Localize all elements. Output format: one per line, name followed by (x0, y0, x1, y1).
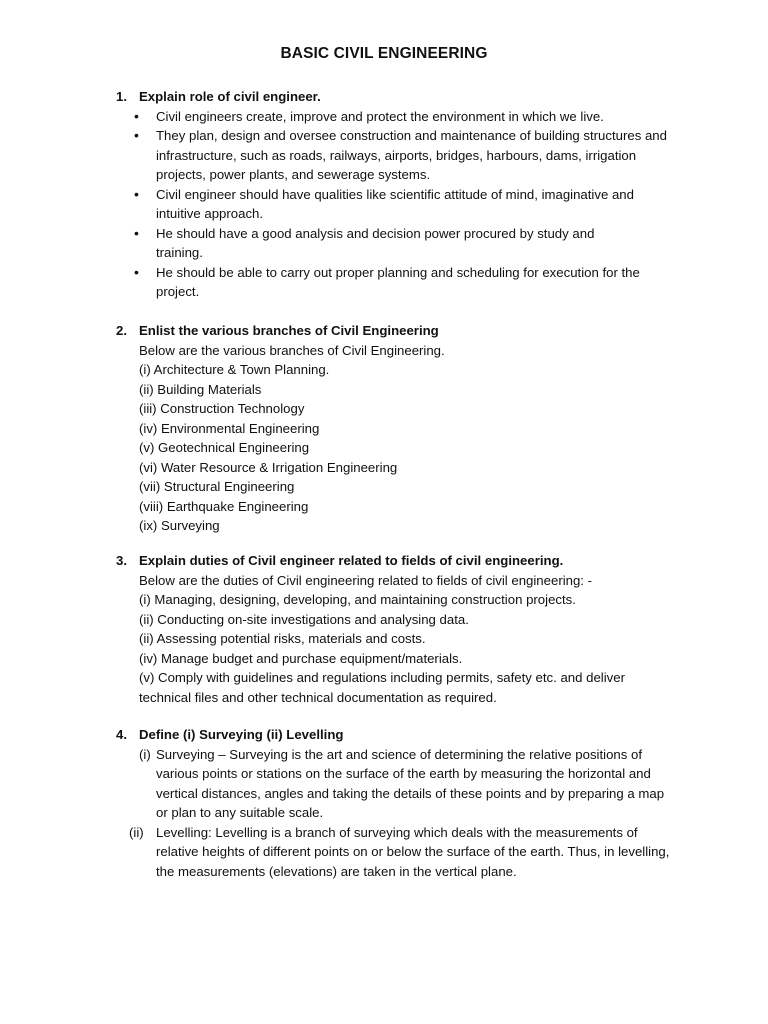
question-2-heading (116, 321, 696, 341)
branch-item: (vii) Structural Engineering (139, 479, 295, 494)
definition-text: Levelling: Levelling is a branch of surveying which deals with the measurements of relative heights of different points on or below the surface of the earth. Thus, in levelling, the measurements (elevations) are taken in the vertical plane. (156, 824, 670, 879)
duty-item: (v) Comply with guidelines and regulations including permits, safety etc. and deliver technical files and other technical documentation as required. (139, 670, 625, 705)
duty-item: (iv) Manage budget and purchase equipment/materials. (139, 650, 463, 666)
bullet-item: • Civil engineer should have qualities like scientific attitude of mind, imaginative and intuitive approach. (156, 185, 656, 224)
definition-label: (i) (139, 746, 151, 762)
question-3-heading (116, 551, 696, 571)
question-4-heading (116, 725, 696, 745)
duty-item: (ii) Assessing potential risks, materials and costs. (139, 631, 426, 646)
question-2-body (116, 341, 696, 536)
question-2-number: 2. (116, 323, 127, 338)
bullet-item: • Civil engineers create, improve and protect the environment in which we live. (156, 107, 696, 127)
question-1-text: Explain role of civil engineer. (139, 89, 321, 104)
definition-surveying (116, 745, 671, 823)
duty-item: (ii) Conducting on-site investigations and analysing data. (139, 611, 469, 627)
duty-item: (i) Managing, designing, developing, and maintaining construction projects. (139, 592, 576, 607)
document-title: BASIC CIVIL ENGINEERING (280, 45, 488, 62)
question-3-intro: Below are the duties of Civil engineering related to fields of civil engineering: - (139, 572, 593, 588)
question-3-body (116, 571, 696, 708)
branch-item: (vi) Water Resource & Irrigation Engineering (139, 459, 398, 475)
definition-label: (ii) (129, 824, 144, 840)
question-1-number: 1. (116, 89, 127, 104)
question-1-heading (116, 87, 696, 107)
bullet-item: • They plan, design and oversee construction and maintenance of building structures and infrastructure, such as roads, railways, airports, bridges, harbours, dams, irrigation projects, power plants, and sewerage systems. (156, 126, 671, 185)
question-4-number: 4. (116, 727, 127, 742)
definition-text: Surveying – Surveying is the art and science of determining the relative positions of various points or stations on the surface of the earth by measuring the horizontal and vertical distances, angles and taking the details of these points and by preparing a map or plan to any suitable scale. (156, 746, 665, 820)
branch-item: (ix) Surveying (139, 518, 220, 533)
bullet-item: • He should be able to carry out proper planning and scheduling for execution for the project. (156, 263, 666, 302)
question-2 (116, 321, 696, 536)
question-1-bullet-list (116, 107, 696, 302)
question-1 (116, 87, 696, 302)
question-2-text: Enlist the various branches of Civil Engineering (139, 323, 439, 338)
branch-item: (iii) Construction Technology (139, 401, 305, 416)
question-3-text: Explain duties of Civil engineer related to fields of civil engineering. (139, 553, 564, 568)
bullet-item: • He should have a good analysis and decision power procured by study and training. (156, 224, 636, 263)
branch-item: (viii) Earthquake Engineering (139, 498, 309, 514)
question-2-intro: Below are the various branches of Civil Engineering. (139, 342, 445, 358)
question-4 (116, 725, 696, 881)
question-4-text: Define (i) Surveying (ii) Levelling (139, 727, 344, 742)
question-3-number: 3. (116, 553, 127, 568)
branch-item: (v) Geotechnical Engineering (139, 440, 310, 455)
question-3 (116, 551, 696, 707)
branch-item: (i) Architecture & Town Planning. (139, 362, 330, 377)
branch-item: (ii) Building Materials (139, 381, 262, 397)
definition-levelling (116, 823, 676, 882)
branch-item: (iv) Environmental Engineering (139, 420, 320, 436)
